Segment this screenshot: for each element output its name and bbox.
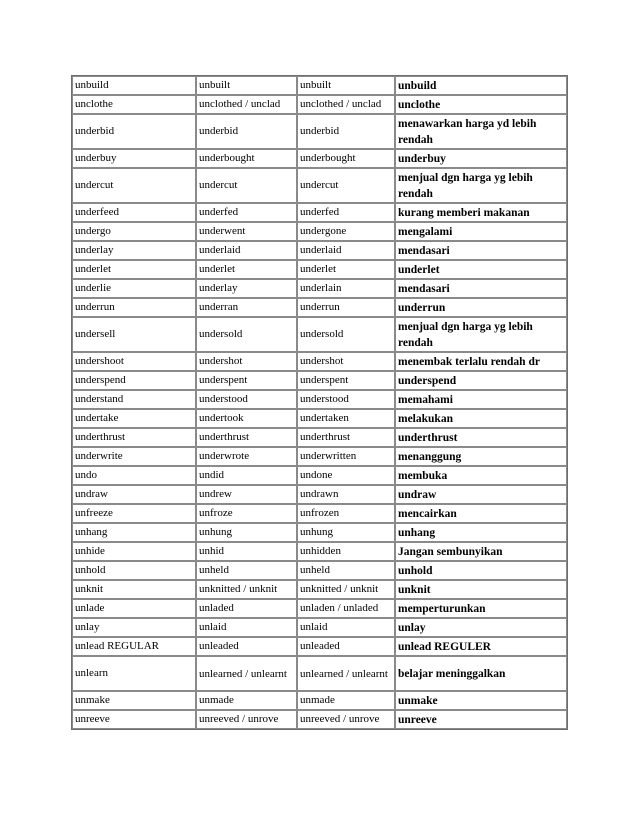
meaning-cell: unclothe [395,95,567,114]
table-row [72,298,567,317]
past-tense-cell: underthrust [196,428,297,447]
base-form-cell: undersell [72,317,196,352]
past-tense-cell: unclothed / unclad [196,95,297,114]
meaning-cell: menanggung [395,447,567,466]
base-form-cell: undershoot [72,352,196,371]
table-row [72,390,567,409]
past-tense-cell: undrew [196,485,297,504]
past-tense-cell: underlaid [196,241,297,260]
table-row [72,485,567,504]
base-form-cell: understand [72,390,196,409]
table-row [72,504,567,523]
base-form-cell: underfeed [72,203,196,222]
base-form-cell: unfreeze [72,504,196,523]
table-row [72,279,567,298]
past-participle-cell: unknitted / unknit [297,580,395,599]
past-tense-cell: underwrote [196,447,297,466]
meaning-cell: menjual dgn harga yg lebih rendah [395,168,567,203]
meaning-cell: unhold [395,561,567,580]
past-tense-cell: undersold [196,317,297,352]
meaning-cell: unlead REGULER [395,637,567,656]
meaning-cell: underlet [395,260,567,279]
meaning-cell: menjual dgn harga yg lebih rendah [395,317,567,352]
past-participle-cell: unmade [297,691,395,710]
past-tense-cell: underspent [196,371,297,390]
meaning-cell: underthrust [395,428,567,447]
table-row [72,618,567,637]
meaning-cell: unmake [395,691,567,710]
base-form-cell: underthrust [72,428,196,447]
meaning-cell: menembak terlalu rendah dr [395,352,567,371]
meaning-cell: underrun [395,298,567,317]
past-participle-cell: underbid [297,114,395,149]
table-row [72,691,567,710]
table-row [72,222,567,241]
table-row [72,523,567,542]
past-participle-cell: undone [297,466,395,485]
meaning-cell: Jangan sembunyikan [395,542,567,561]
base-form-cell: unhold [72,561,196,580]
past-participle-cell: unlaid [297,618,395,637]
past-tense-cell: unhid [196,542,297,561]
meaning-cell: memahami [395,390,567,409]
past-tense-cell: underbid [196,114,297,149]
past-participle-cell: unclothed / unclad [297,95,395,114]
past-participle-cell: unleaded [297,637,395,656]
past-participle-cell: unhidden [297,542,395,561]
base-form-cell: unbuild [72,76,196,95]
table-row [72,466,567,485]
meaning-cell: unbuild [395,76,567,95]
table-row [72,352,567,371]
past-tense-cell: unreeved / unrove [196,710,297,729]
past-participle-cell: underlain [297,279,395,298]
past-tense-cell: underbought [196,149,297,168]
base-form-cell: unlay [72,618,196,637]
meaning-cell: mendasari [395,279,567,298]
past-participle-cell: undercut [297,168,395,203]
past-participle-cell: unbuilt [297,76,395,95]
past-participle-cell: unfrozen [297,504,395,523]
table-row [72,447,567,466]
past-tense-cell: unladed [196,599,297,618]
table-row [72,371,567,390]
past-tense-cell: underfed [196,203,297,222]
base-form-cell: underlie [72,279,196,298]
past-participle-cell: underthrust [297,428,395,447]
base-form-cell: underrun [72,298,196,317]
base-form-cell: undertake [72,409,196,428]
past-tense-cell: understood [196,390,297,409]
base-form-cell: unclothe [72,95,196,114]
past-tense-cell: undercut [196,168,297,203]
past-participle-cell: underlet [297,260,395,279]
past-tense-cell: unbuilt [196,76,297,95]
past-participle-cell: underlaid [297,241,395,260]
base-form-cell: underbid [72,114,196,149]
meaning-cell: unhang [395,523,567,542]
past-tense-cell: underwent [196,222,297,241]
past-participle-cell: underbought [297,149,395,168]
meaning-cell: underspend [395,371,567,390]
past-tense-cell: undid [196,466,297,485]
past-tense-cell: unlaid [196,618,297,637]
base-form-cell: underlet [72,260,196,279]
base-form-cell: unlade [72,599,196,618]
base-form-cell: underwrite [72,447,196,466]
table-row [72,710,567,729]
meaning-cell: belajar meninggalkan [395,656,567,691]
table-row [72,203,567,222]
base-form-cell: undercut [72,168,196,203]
table-row [72,428,567,447]
base-form-cell: underlay [72,241,196,260]
past-participle-cell: unladen / unladed [297,599,395,618]
meaning-cell: mencairkan [395,504,567,523]
past-participle-cell: unhung [297,523,395,542]
base-form-cell: unlead REGULAR [72,637,196,656]
meaning-cell: kurang memberi makanan [395,203,567,222]
base-form-cell: unreeve [72,710,196,729]
meaning-cell: unknit [395,580,567,599]
base-form-cell: underbuy [72,149,196,168]
base-form-cell: unmake [72,691,196,710]
past-participle-cell: underwritten [297,447,395,466]
meaning-cell: mengalami [395,222,567,241]
meaning-cell: unlay [395,618,567,637]
table-row [72,114,567,149]
table-row [72,409,567,428]
base-form-cell: unlearn [72,656,196,691]
past-participle-cell: unlearned / unlearnt [297,656,395,691]
past-tense-cell: unhung [196,523,297,542]
past-participle-cell: unheld [297,561,395,580]
past-tense-cell: unknitted / unknit [196,580,297,599]
base-form-cell: undo [72,466,196,485]
past-tense-cell: underlet [196,260,297,279]
past-participle-cell: underspent [297,371,395,390]
table-row [72,599,567,618]
past-participle-cell: underrun [297,298,395,317]
table-body [72,76,567,729]
table-row [72,637,567,656]
meaning-cell: menawarkan harga yd lebih rendah [395,114,567,149]
base-form-cell: unhang [72,523,196,542]
past-participle-cell: underfed [297,203,395,222]
meaning-cell: membuka [395,466,567,485]
table-row [72,241,567,260]
meaning-cell: mendasari [395,241,567,260]
meaning-cell: unreeve [395,710,567,729]
table-row [72,542,567,561]
past-tense-cell: undershot [196,352,297,371]
past-tense-cell: undertook [196,409,297,428]
past-participle-cell: undersold [297,317,395,352]
meaning-cell: underbuy [395,149,567,168]
base-form-cell: undraw [72,485,196,504]
past-tense-cell: unmade [196,691,297,710]
table-row [72,76,567,95]
base-form-cell: unknit [72,580,196,599]
table-row [72,580,567,599]
table-row [72,168,567,203]
meaning-cell: melakukan [395,409,567,428]
past-participle-cell: unreeved / unrove [297,710,395,729]
past-tense-cell: underran [196,298,297,317]
past-participle-cell: undertaken [297,409,395,428]
past-tense-cell: unfroze [196,504,297,523]
past-participle-cell: undrawn [297,485,395,504]
past-participle-cell: understood [297,390,395,409]
irregular-verbs-table [71,75,568,730]
table-row [72,656,567,691]
meaning-cell: memperturunkan [395,599,567,618]
table-row [72,95,567,114]
past-participle-cell: undergone [297,222,395,241]
table-row [72,149,567,168]
table-row [72,561,567,580]
past-tense-cell: unleaded [196,637,297,656]
base-form-cell: underspend [72,371,196,390]
past-tense-cell: unlearned / unlearnt [196,656,297,691]
meaning-cell: undraw [395,485,567,504]
table-row [72,317,567,352]
past-tense-cell: underlay [196,279,297,298]
past-tense-cell: unheld [196,561,297,580]
base-form-cell: undergo [72,222,196,241]
past-participle-cell: undershot [297,352,395,371]
table-row [72,260,567,279]
base-form-cell: unhide [72,542,196,561]
